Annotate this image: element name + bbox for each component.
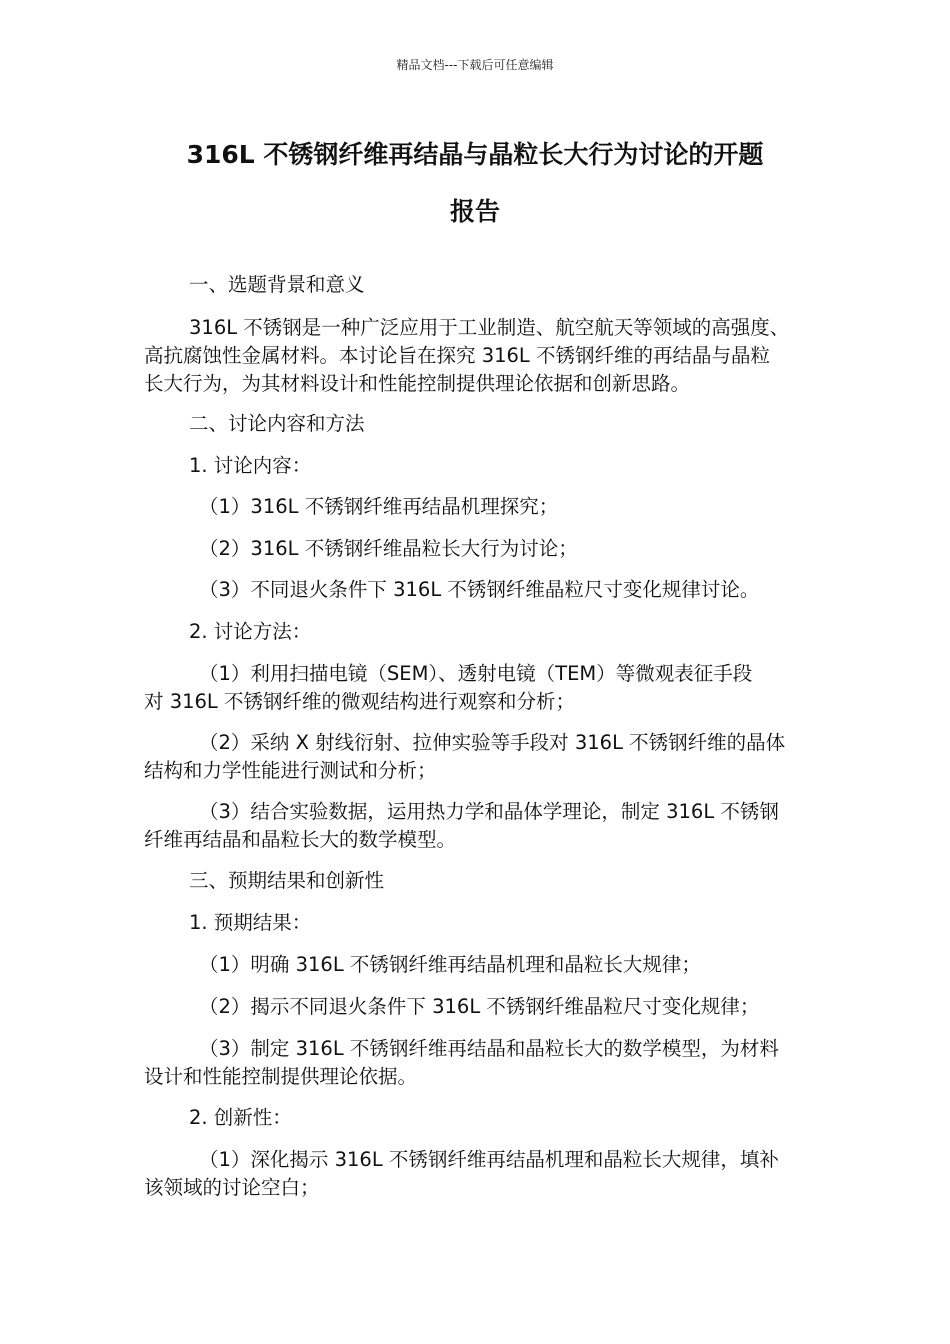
- subheading-innovation: 2. 创新性：: [189, 1106, 292, 1129]
- section-heading-background: 一、选题背景和意义: [189, 273, 365, 296]
- paragraph-line: （3）制定 316L 不锈钢纤维再结晶和晶粒长大的数学模型，为材料: [199, 1037, 779, 1060]
- paragraph-line: 高抗腐蚀性金属材料。本讨论旨在探究 316L 不锈钢纤维的再结晶与晶粒: [144, 344, 770, 367]
- document-title-line-2: 报告: [449, 197, 500, 226]
- paragraph-line: 长大行为，为其材料设计和性能控制提供理论依据和创新思路。: [144, 372, 691, 395]
- paragraph-line: （2）采纳 X 射线衍射、拉伸实验等手段对 316L 不锈钢纤维的晶体: [199, 731, 786, 754]
- paragraph-background: [144, 314, 810, 398]
- method-item-3: [144, 798, 810, 854]
- list-item: （3）不同退火条件下 316L 不锈钢纤维晶粒尺寸变化规律讨论。: [199, 578, 760, 601]
- paragraph-line: 该领域的讨论空白；: [144, 1176, 320, 1199]
- paragraph-line: 结构和力学性能进行测试和分析；: [144, 759, 437, 782]
- list-item: （2）揭示不同退火条件下 316L 不锈钢纤维晶粒尺寸变化规律；: [199, 995, 760, 1018]
- innovation-item-1: [144, 1146, 810, 1202]
- paragraph-line: 纤维再结晶和晶粒长大的数学模型。: [144, 828, 457, 851]
- subheading-expected-results: 1. 预期结果：: [189, 911, 312, 934]
- paragraph-line: 316L 不锈钢是一种广泛应用于工业制造、航空航天等领域的高强度、: [189, 316, 790, 339]
- page-header: 精品文档---下载后可任意编辑: [396, 58, 554, 72]
- paragraph-line: （3）结合实验数据，运用热力学和晶体学理论，制定 316L 不锈钢: [199, 800, 779, 823]
- section-heading-results-innovation: 三、预期结果和创新性: [189, 869, 385, 892]
- list-item: （1）316L 不锈钢纤维再结晶机理探究；: [199, 495, 559, 518]
- result-item-3: [144, 1035, 810, 1091]
- method-item-1: [144, 660, 810, 716]
- subheading-content: 1. 讨论内容：: [189, 454, 312, 477]
- paragraph-line: （1）利用扫描电镜（SEM）、透射电镜（TEM）等微观表征手段: [199, 662, 753, 685]
- document-title-line-1: 316L 不锈钢纤维再结晶与晶粒长大行为讨论的开题: [186, 140, 764, 169]
- paragraph-line: （1）深化揭示 316L 不锈钢纤维再结晶机理和晶粒长大规律，填补: [199, 1148, 779, 1171]
- list-item: （1）明确 316L 不锈钢纤维再结晶机理和晶粒长大规律；: [199, 953, 701, 976]
- paragraph-line: 设计和性能控制提供理论依据。: [144, 1065, 418, 1088]
- paragraph-line: 对 316L 不锈钢纤维的微观结构进行观察和分析；: [144, 690, 575, 713]
- section-heading-content-methods: 二、讨论内容和方法: [189, 412, 365, 435]
- subheading-methods: 2. 讨论方法：: [189, 620, 312, 643]
- list-item: （2）316L 不锈钢纤维晶粒长大行为讨论；: [199, 537, 578, 560]
- method-item-2: [144, 729, 810, 785]
